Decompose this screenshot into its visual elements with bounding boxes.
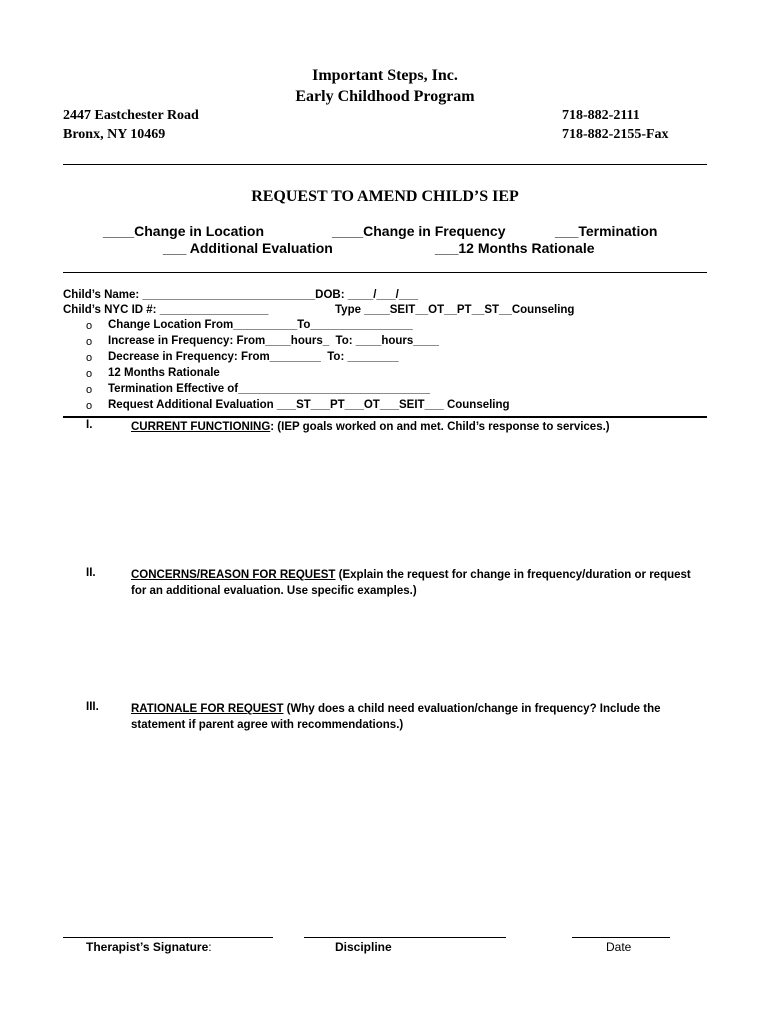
form-title: REQUEST TO AMEND CHILD’S IEP (251, 188, 519, 205)
discipline-label: Discipline (335, 940, 392, 954)
section-heading: CURRENT FUNCTIONING (131, 421, 271, 433)
child-nyc-id-field[interactable]: Child’s NYC ID #: _________________ (63, 304, 269, 316)
fax-number: 718-882-2155-Fax (562, 127, 669, 142)
item-request-additional-evaluation[interactable]: Request Additional Evaluation ___ST___PT___OT___SEIT___ Counseling (108, 399, 510, 411)
item-increase-frequency[interactable]: Increase in Frequency: From____hours_ To: ____hours____ (108, 335, 439, 347)
option-additional-evaluation[interactable]: ___ Additional Evaluation (163, 240, 333, 256)
option-change-location[interactable]: ____Change in Location (103, 223, 265, 239)
organization-name: Important Steps, Inc. (312, 67, 458, 84)
option-12-months-rationale[interactable]: ___12 Months Rationale (435, 240, 595, 256)
section-number: III. (86, 701, 99, 713)
bullet-icon: o (86, 400, 93, 412)
child-name-dob-field[interactable]: Child’s Name: ___________________________DOB: ____/___/___ (63, 289, 419, 301)
section-number: II. (86, 567, 96, 579)
option-change-frequency[interactable]: ____Change in Frequency (332, 223, 506, 239)
section-concerns-reason (131, 567, 701, 599)
bullet-icon: o (86, 368, 93, 380)
program-name: Early Childhood Program (295, 88, 475, 105)
therapist-signature-line[interactable] (63, 937, 273, 938)
item-12-months-rationale[interactable]: 12 Months Rationale (108, 367, 220, 379)
bullet-icon: o (86, 320, 93, 332)
section-current-functioning (131, 419, 701, 435)
bullet-icon: o (86, 384, 93, 396)
item-termination-effective[interactable]: Termination Effective of______________________________ (108, 383, 431, 395)
date-line[interactable] (572, 937, 670, 938)
date-label: Date (606, 940, 632, 954)
item-decrease-frequency[interactable]: Decrease in Frequency: From________ To: ________ (108, 351, 399, 363)
section-heading: RATIONALE FOR REQUEST (131, 703, 284, 715)
phone-number: 718-882-2111 (562, 108, 640, 123)
service-type-field[interactable]: Type ____SEIT__OT__PT__ST__Counseling (335, 304, 575, 316)
header-divider (63, 164, 707, 165)
address-line-2: Bronx, NY 10469 (63, 127, 166, 142)
bullet-icon: o (86, 352, 93, 364)
address-line-1: 2447 Eastchester Road (63, 108, 199, 123)
therapist-signature-label: Therapist’s Signature: (86, 940, 212, 954)
bullet-icon: o (86, 336, 93, 348)
option-termination[interactable]: ___Termination (555, 223, 658, 239)
section-instructions: : (IEP goals worked on and met. Child’s response to services.) (270, 421, 610, 433)
item-change-location[interactable]: Change Location From__________To________________ (108, 319, 413, 331)
section-rationale (131, 701, 701, 733)
section-number: I. (86, 419, 93, 431)
section-heading: CONCERNS/REASON FOR REQUEST (131, 569, 336, 581)
section-instructions: (Explain the request for change in frequency/duration or request for an additional evaluation. Use specific examples.) (131, 569, 691, 597)
info-divider (63, 416, 707, 418)
discipline-line[interactable] (304, 937, 506, 938)
section-instructions: (Why does a child need evaluation/change in frequency? Include the statement if parent agree with recommendations.) (131, 703, 661, 731)
options-divider (63, 272, 707, 273)
